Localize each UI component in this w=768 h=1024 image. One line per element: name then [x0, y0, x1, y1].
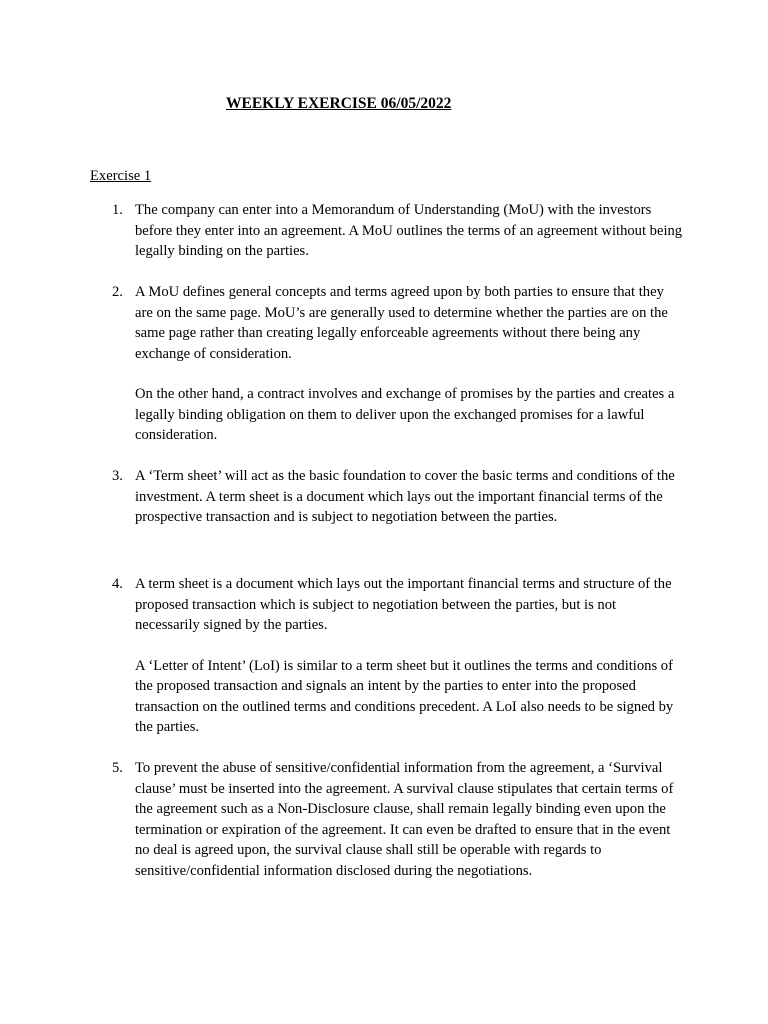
- list-item-2: [112, 282, 682, 446]
- list-item-number: 3.: [112, 468, 123, 484]
- list-item-1: [112, 200, 682, 262]
- list-item-4: [112, 574, 682, 738]
- list-item-number: 5.: [112, 760, 123, 776]
- list-item-3: [112, 466, 682, 528]
- list-item-number: 4.: [112, 576, 123, 592]
- list-item-paragraph: A ‘Letter of Intent’ (LoI) is similar to a term sheet but it outlines the terms and conditions of the proposed transaction and signals an intent by the parties to enter into the proposed transaction on the outlined terms and conditions precedent. A LoI also needs to be signed by the parties.: [135, 657, 674, 735]
- list-item-paragraph: A term sheet is a document which lays out the important financial terms and structure of the proposed transaction which is subject to negotiation between the parties, but is not necessarily signed by the parties.: [135, 576, 672, 633]
- list-item-paragraph: On the other hand, a contract involves and exchange of promises by the parties and creates a legally binding obligation on them to deliver upon the exchanged promises for a lawful consideration.: [135, 386, 675, 443]
- document-title: WEEKLY EXERCISE 06/05/2022: [226, 95, 452, 112]
- exercise-heading: Exercise 1: [90, 168, 152, 184]
- list-item-number: 1.: [112, 202, 123, 218]
- list-item-5: [112, 758, 682, 881]
- list-item-paragraph: A ‘Term sheet’ will act as the basic foundation to cover the basic terms and conditions of the investment. A term sheet is a document which lays out the important financial terms of the prospective transaction and is subject to negotiation between the parties.: [135, 468, 675, 525]
- list-item-number: 2.: [112, 284, 123, 300]
- list-item-paragraph: To prevent the abuse of sensitive/confidential information from the agreement, a ‘Survival clause’ must be inserted into the agreement. A survival clause stipulates that certain terms of the agreement such as a Non-Disclosure clause, shall remain legally binding even upon the termination or expiration of the agreement. It can even be drafted to ensure that in the event no deal is agreed upon, the survival clause shall still be operable with regards to sensitive/confidential information disclosed during the negotiations.: [135, 760, 674, 879]
- list-item-paragraph: A MoU defines general concepts and terms agreed upon by both parties to ensure that they are on the same page. MoU’s are generally used to determine whether the parties are on the same page rather than creating legally enforceable agreements without there being any exchange of consideration.: [135, 284, 668, 362]
- list-item-paragraph: The company can enter into a Memorandum of Understanding (MoU) with the investors before they enter into an agreement. A MoU outlines the terms of an agreement without being legally binding on the parties.: [135, 202, 683, 259]
